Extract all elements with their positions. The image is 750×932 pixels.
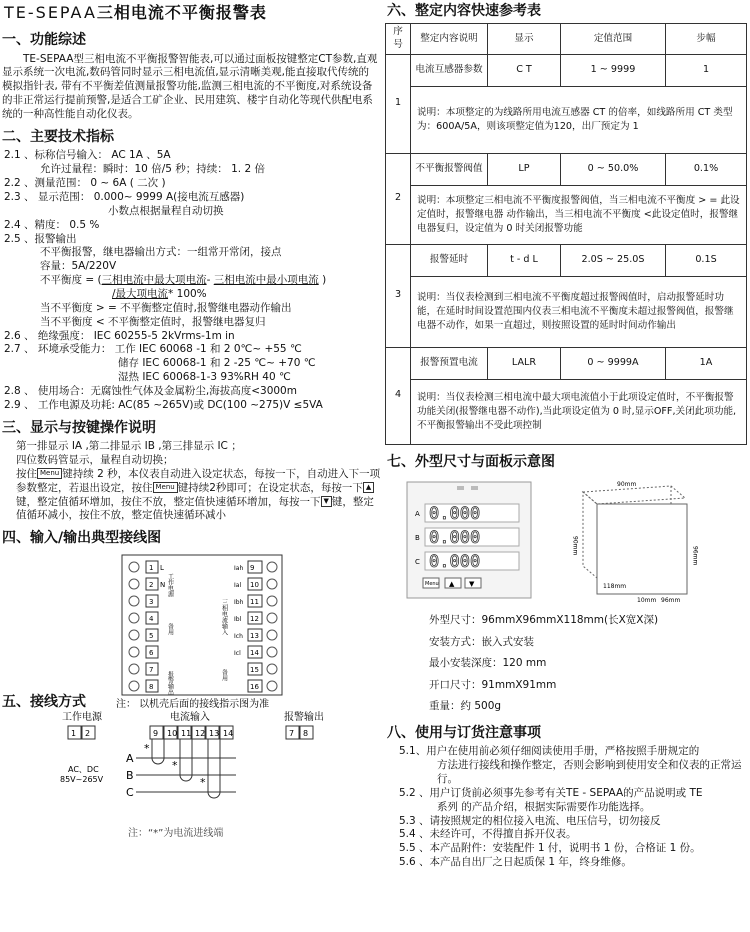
sec7-heading: 七、外型尺寸与面板示意图 (387, 453, 555, 470)
case-side (583, 492, 597, 578)
row-label: B (415, 534, 420, 543)
terminal-number: 6 (149, 648, 154, 657)
terminal-number: 5 (149, 631, 154, 640)
alarm-terminals (286, 726, 313, 739)
input-label: 电流输入 (170, 712, 210, 724)
list-item: 5.4 、未经许可，不得擅自拆开仪表。 (399, 828, 577, 841)
terminal-number: 13 (250, 631, 259, 640)
spec-2-5a: 不平衡报警，继电器输出方式：一组常开常闭，接点 (40, 246, 282, 259)
terminal-number: 16 (250, 682, 259, 691)
list-item: 5.3 、请按照规定的相位接入电流、电压信号，切勿接反 (399, 814, 661, 827)
power-note-1: AC、DC (68, 765, 99, 775)
screw-icon (129, 647, 139, 657)
panel-menu-key-label: Menu (425, 581, 439, 588)
sec3-text: 第一排显示 IA ,第二排显示 IB ,第三排显示 IC ； 四位数码管显示，量程自动切换； 按住 Menu 键持续 2 秒，本仪表自动进入设定状态，每按一下，自动进入下一项参数整定，若退出设定，按住 Menu 键持续2秒即可；在设定状态，每按一下 ▲键，整定值循环增加，按住不放，整定值快速循环增加，每按一下 ▼ 键，整定值循环减小，按住不放，整定值快速循环减小 (16, 440, 381, 522)
spec-2-7b: 储存 IEC 60068-1 和 2 -25 ℃~ +70 ℃ (118, 357, 316, 370)
digit-value: 0.000 (429, 528, 481, 549)
menu-key-icon: Menu (37, 468, 62, 479)
list-item: 5.2 、用户订货前必须事先参考有关TE - SEPAA的产品说明或 TE 系列 的产品介绍，根据实际需要作功能选择。 (399, 786, 703, 813)
terminal-label: Ial (234, 581, 242, 589)
terminal-number: 1 (71, 729, 77, 739)
terminal-number: 12 (195, 729, 206, 739)
alarm-label: 报警输出 (284, 712, 324, 724)
dim-width: 90mm (617, 481, 637, 489)
settings-table (385, 23, 747, 444)
terminal-number: 7 (289, 729, 295, 739)
dim-thickness: 10mm (637, 597, 657, 605)
spec-2-5b: 容量：5A/220V (40, 260, 117, 273)
header-cell: 整定内容说明 (411, 24, 488, 54)
down-key-icon: ▼ (321, 496, 332, 507)
spec-2-8: 2.8 、 使用场合：无腐蚀性气体及金属粉尘,海拔高度<3000m (4, 384, 297, 397)
spec-2-7: 2.7 、 环境承受能力： 工作 IEC 60068 -1 和 2 0℃~ +55 ℃ (4, 343, 302, 356)
screw-icon (129, 613, 139, 623)
digit-value: 0.000 (429, 552, 481, 573)
panel-led (471, 486, 478, 490)
wiring-note: 注： 以机壳后面的接线指示图为准 (116, 698, 270, 710)
table-note-row: 说明：当仪表检测三相电流中最大项电流值小于此项设定值时，不平衡报警功能关闭(报警继电器不动作),当此项设定值为 0 时,显示OFF,关闭此项功能,不平衡报警输出不受此项控制 (386, 379, 747, 444)
terminal-label: Icl (234, 649, 241, 657)
dim-height: 90mm (571, 536, 579, 556)
terminal-number: 1 (149, 563, 154, 572)
connection-diagram (0, 708, 382, 842)
terminal-label: Ibh (234, 598, 244, 606)
sec3-heading: 三、显示与按键操作说明 (2, 419, 156, 436)
sec6-heading: 六、整定内容快速参考表 (387, 3, 541, 19)
dimension-specs: 外型尺寸：96mmX96mmX118mm(长X宽X深) 安装方式：嵌入式安装 最小安装深度：120 mm 开口尺寸：91mmX91mm 重量：约 500g (429, 614, 659, 713)
unbalance-formula-2: /最大项电流* 100% (112, 287, 207, 300)
terminal-number: 13 (209, 729, 220, 739)
standby-block-label: 备用 (166, 622, 174, 635)
phase-label: C (126, 786, 134, 800)
standby2-block-label: 备用 (220, 668, 228, 681)
screw-icon (129, 596, 139, 606)
dim-height-2: 96mm (691, 546, 699, 566)
input-terminals (150, 726, 233, 739)
screw-icon (129, 681, 139, 691)
spec-2-2: 2.2 、测量范围： 0 ~ 6A ( 二次 ) (4, 177, 166, 190)
table-header-row (386, 24, 747, 54)
list-item: 5.1、用户在使用前必须仔细阅读使用手册，严格按照手册规定的 方法进行接线和操作整定，否则会影响到使用安全和仪表的正常运行。 (399, 745, 742, 786)
terminal-number: 10 (167, 729, 178, 739)
sec2-heading: 二、主要技术指标 (2, 128, 114, 145)
screw-icon (129, 664, 139, 674)
screw-icon (267, 562, 277, 572)
sec5-heading: 五、接线方式 (2, 693, 86, 710)
table-row: 1 电流互感器参数 C T 1 ~ 9999 1 (386, 54, 747, 86)
terminal-number: 14 (223, 729, 234, 739)
screw-icon (267, 630, 277, 640)
up-key-icon: ▲ (363, 482, 374, 493)
header-cell: 显示 (488, 24, 561, 54)
screw-icon (267, 596, 277, 606)
digit-value: 0.000 (429, 504, 481, 525)
terminal-number: 4 (149, 614, 154, 623)
screw-icon (129, 579, 139, 589)
terminal-label: Ich (234, 632, 243, 640)
spec-2-5f: 当不平衡度 < 不平衡整定值时，报警继电器复归 (40, 315, 266, 328)
list-item: 5.6 、本产品自出厂之日起质保 1 年，终身维修。 (399, 856, 632, 869)
phase-lines (126, 739, 236, 799)
case-front (597, 504, 687, 594)
menu-key-icon: Menu (153, 482, 178, 493)
key-instructions: 按住 Menu 键持续 2 秒，本仪表自动进入设定状态，每按一下，自动进入下一项参数整定，若退出设定，按住 Menu 键持续2秒即可；在设定状态，每按一下 ▲键，整定值循环增加，按住不放，整定值快速循环增加，每按一下 ▼ 键，整定值循环减小，按住不放，整定值快速循环减小 (16, 467, 381, 522)
spec-2-5e: 当不平衡度 > = 不平衡整定值时,报警继电器动作输出 (40, 301, 292, 314)
terminal-number: 11 (250, 597, 259, 606)
header-cell: 定值范围 (561, 24, 666, 54)
right-terminals (234, 561, 277, 692)
sec1-heading: 一、功能综述 (2, 32, 86, 49)
sec4-heading: 四、输入/输出典型接线图 (2, 530, 162, 547)
terminal-number: 2 (85, 729, 91, 739)
table-note-row: 说明：当仪表检测到三相电流不平衡度超过报警阀值时，启动报警延时功能，在延时时间设置范围内仪表三相电流不平衡度未超过报警阀值，报警继电器不动作，如果一直超过，则按照设置的延时时间动作输出 (386, 276, 747, 347)
table-row: 3 报警延时 t - d L 2.0S ~ 25.0S 0.1S (386, 244, 747, 276)
input-block-label: 三相电流输入 (220, 598, 228, 635)
terminal-number: 14 (250, 648, 259, 657)
screw-icon (267, 647, 277, 657)
terminal-label: Iah (234, 564, 244, 572)
power-block-label: 工作电源 (166, 572, 174, 597)
terminal-number: 8 (149, 682, 154, 691)
sec1-text: TE-SEPAA型三相电流不平衡报警智能表,可以通过面板按键整定CT参数,直观显示系统一次电流,数码管同时显示三相电流值,显示清晰美观,能直接取代传统的模拟指针表, 带有不平衡差值测量报警功能,监测三相电流的不平衡度,对系统设备的非正常运行提前预警,是适合工矿企业、民用建筑、楼宇自动化等现代供配电系统的一种高性能自动化仪表。 (2, 52, 378, 121)
screw-icon (267, 613, 277, 623)
spec-2-3: 2.3 、 显示范围： 0.000~ 9999 A(接电流互感器) (4, 190, 245, 203)
header-cell: 序号 (386, 24, 411, 54)
power-terminals (68, 726, 95, 739)
screw-icon (129, 562, 139, 572)
terminal-number: 10 (250, 580, 259, 589)
terminal-label-l: L (160, 563, 164, 572)
case-top (583, 486, 685, 504)
terminal-number: 8 (303, 729, 309, 739)
table-note-row: 说明：本项整定的为线路所用电流互感器 CT 的倍率，如线路所用 CT 类型为：600A/5A，则该项整定值为120，出厂预定为 1 (386, 86, 747, 153)
terminal-number: 2 (149, 580, 154, 589)
spec-2-1b: 允许过量程：瞬时：10 倍/5 秒；持续： 1. 2 倍 (40, 163, 265, 176)
dim-depth: 118mm (603, 583, 627, 591)
screw-icon (267, 579, 277, 589)
spec-2-3b: 小数点根据量程自动切换 (108, 204, 224, 217)
panel-down-key-label: ▼ (469, 580, 475, 589)
header-cell: 步幅 (666, 24, 747, 54)
digit-rows (415, 504, 519, 572)
spec-2-1: 2.1 、标称信号输入： AC 1A 、5A (4, 149, 171, 162)
terminal-number: 3 (149, 597, 154, 606)
screw-icon (129, 630, 139, 640)
power-note-2: 85V~265V (60, 775, 104, 785)
star-mark: * (144, 742, 150, 756)
terminal-number: 15 (250, 665, 259, 674)
sec8-heading: 八、使用与订货注意事项 (387, 724, 541, 741)
terminal-number: 11 (181, 729, 192, 739)
left-terminals (129, 561, 165, 692)
table-row: 2 不平衡报警阀值 LP 0 ~ 50.0% 0.1% (386, 153, 747, 185)
spec-2-4: 2.4 、精度： 0.5 % (4, 218, 100, 231)
screw-icon (267, 681, 277, 691)
spec-2-6: 2.6 、 绝缘强度： IEC 60255-5 2kVrms-1m in (4, 329, 235, 342)
screw-icon (267, 664, 277, 674)
panel-led (457, 486, 464, 490)
phase-label: B (126, 769, 134, 783)
left-column (0, 0, 382, 842)
terminal-number: 9 (250, 563, 255, 572)
dim-width-2: 96mm (661, 597, 681, 605)
terminal-number: 12 (250, 614, 259, 623)
terminal-number: 7 (149, 665, 154, 674)
dimension-drawing (385, 474, 750, 604)
star-mark: * (172, 759, 178, 773)
table-note-row: 说明：本项整定三相电流不平衡度报警阀值，当三相电流不平衡度 > = 此设定值时，报警继电器 动作输出，当三相电流不平衡度 <此设定值时，报警继电器复归，设定值为 0 时关闭报警功能 (386, 185, 747, 244)
terminal-label: Ibl (234, 615, 242, 623)
list-item: 5.5 、本产品附件：安装配件 1 付，说明书 1 份，合格证 1 份。 (399, 842, 701, 855)
page-title: TE-SEPAA三相电流不平衡报警表 (4, 3, 267, 22)
phase-label: A (126, 752, 134, 766)
table-row: 4 报警预置电流 LALR 0 ~ 9999A 1A (386, 347, 747, 379)
notes-list (385, 745, 750, 870)
spec-2-9: 2.9 、 工作电源及功耗: AC(85 ~265V)或 DC(100 ~275)V ≤5VA (4, 398, 323, 411)
spec-2-7c: 湿热 IEC 60068-1-3 93%RH 40 ℃ (118, 371, 291, 384)
terminal-number: 9 (153, 729, 159, 739)
star-mark: * (200, 776, 206, 790)
row-label: C (415, 558, 420, 567)
spec-list (4, 149, 382, 412)
alarm-block-label: 报警输出 (166, 670, 174, 695)
panel-up-key-label: ▲ (449, 580, 455, 589)
unbalance-formula: 不平衡度 = (三相电流中最大项电流- 三相电流中最小项电流 ) (40, 274, 327, 287)
star-note: 注：“*”为电流进线端 (128, 828, 224, 840)
spec-2-5: 2.5 、报警输出 (4, 232, 77, 245)
row-label: A (415, 510, 420, 519)
wiring-diagram (0, 551, 382, 711)
terminal-label-n: N (160, 580, 166, 589)
right-column (385, 0, 750, 870)
power-label: 工作电源 (62, 712, 102, 724)
